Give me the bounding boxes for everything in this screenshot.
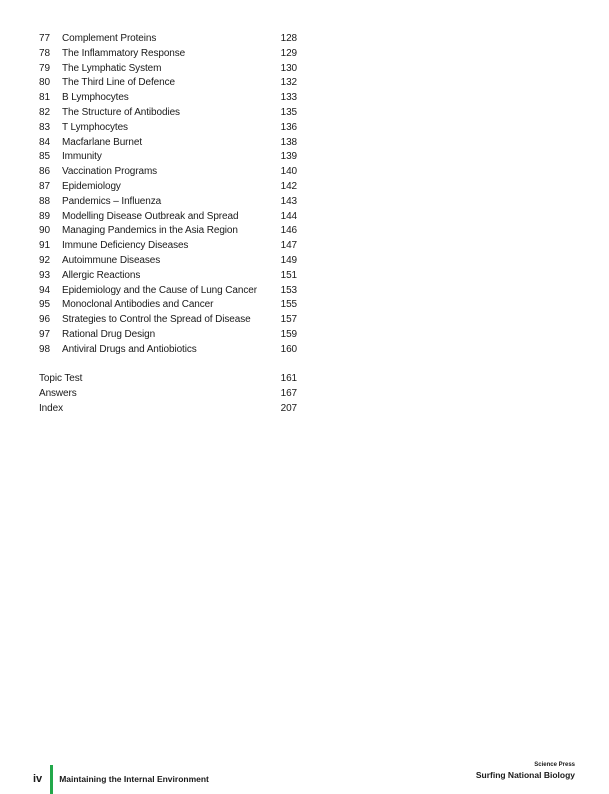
- toc-page: 151: [280, 269, 297, 281]
- toc-page: 140: [280, 166, 297, 178]
- toc-num: 94: [39, 284, 50, 296]
- toc-num: 82: [39, 106, 50, 118]
- book-title: Maintaining the Internal Environment: [59, 773, 209, 784]
- toc-extra-entry: [39, 372, 297, 387]
- toc-title: The Structure of Antibodies: [62, 106, 180, 118]
- toc-num: 92: [39, 254, 50, 266]
- toc-entry: [39, 180, 297, 195]
- toc-entry: [39, 210, 297, 225]
- toc-title: Complement Proteins: [62, 33, 157, 44]
- toc-page: 135: [280, 106, 297, 118]
- toc-entry: [39, 106, 297, 121]
- toc-title: Topic Test: [39, 373, 83, 385]
- toc-entry: [39, 150, 297, 165]
- toc-page: 207: [280, 402, 297, 414]
- toc-title: Immune Deficiency Diseases: [62, 240, 189, 252]
- toc-num: 98: [39, 343, 50, 355]
- toc-entry: [39, 298, 297, 313]
- toc-page: 128: [280, 33, 297, 44]
- toc-num: 83: [39, 121, 50, 133]
- toc-title: Epidemiology: [62, 180, 121, 192]
- toc-entry: [39, 62, 297, 77]
- toc-entry: [39, 284, 297, 299]
- toc-entry: [39, 254, 297, 269]
- toc-page: 136: [280, 121, 297, 133]
- toc-entry: [39, 165, 297, 180]
- toc-title: Pandemics – Influenza: [62, 195, 162, 207]
- toc-num: 79: [39, 62, 50, 74]
- toc-num: 85: [39, 151, 50, 163]
- toc-entry: [39, 47, 297, 62]
- toc-title: Allergic Reactions: [62, 269, 141, 281]
- toc-page: 138: [280, 136, 297, 148]
- toc-extra-entry: [39, 402, 297, 417]
- toc-num: 78: [39, 47, 50, 59]
- toc-title: The Inflammatory Response: [62, 47, 186, 59]
- toc-page: 159: [280, 328, 297, 340]
- toc-entry: [39, 121, 297, 136]
- toc-entry: [39, 91, 297, 106]
- toc-title: Index: [39, 402, 63, 414]
- page-number: iv: [33, 772, 43, 785]
- toc-extras: [39, 372, 297, 416]
- toc-entry: [39, 136, 297, 151]
- toc-title: Monoclonal Antibodies and Cancer: [62, 299, 214, 311]
- toc-entry: [39, 239, 297, 254]
- toc-num: 95: [39, 299, 50, 311]
- toc-entry: [39, 328, 297, 343]
- toc-num: 84: [39, 136, 50, 148]
- footer-right: [476, 761, 575, 781]
- toc-page: 129: [280, 47, 297, 59]
- toc-title: Rational Drug Design: [62, 328, 156, 340]
- toc-num: 81: [39, 92, 50, 104]
- toc-page: 153: [280, 284, 297, 296]
- toc-title: Immunity: [62, 151, 102, 163]
- toc-num: 89: [39, 210, 50, 222]
- toc-num: 93: [39, 269, 50, 281]
- toc-page: 157: [280, 314, 297, 326]
- toc-page: 142: [280, 180, 297, 192]
- toc-num: 97: [39, 328, 50, 340]
- toc-num: 77: [39, 33, 50, 44]
- toc-title: Autoimmune Diseases: [62, 254, 161, 266]
- toc-entries: [39, 32, 297, 358]
- toc-page: 132: [280, 77, 297, 89]
- toc-page: 144: [280, 210, 297, 222]
- toc-num: 91: [39, 240, 50, 252]
- toc-page: 130: [280, 62, 297, 74]
- toc-title: Antiviral Drugs and Antiobiotics: [62, 343, 197, 355]
- toc-page: 149: [280, 254, 297, 266]
- publisher-name: Science Press: [534, 762, 575, 768]
- toc-title: Modelling Disease Outbreak and Spread: [62, 210, 239, 222]
- toc-num: 86: [39, 166, 50, 178]
- toc-page: 160: [280, 343, 297, 355]
- toc-page: 143: [280, 195, 297, 207]
- toc-title: The Lymphatic System: [62, 62, 162, 74]
- toc-title: Managing Pandemics in the Asia Region: [62, 225, 238, 237]
- toc-page: 161: [280, 373, 297, 385]
- toc-entry: [39, 343, 297, 358]
- footer-divider: [50, 765, 53, 794]
- toc-title: B Lymphocytes: [62, 92, 129, 104]
- toc-title: Vaccination Programs: [62, 166, 158, 178]
- toc-num: 88: [39, 195, 50, 207]
- toc-title: The Third Line of Defence: [62, 77, 175, 89]
- toc-page: 155: [280, 299, 297, 311]
- series-title: Surfing National Biology: [475, 770, 575, 780]
- footer-left: [33, 765, 209, 794]
- toc-entry: [39, 313, 297, 328]
- toc-num: 96: [39, 314, 50, 326]
- toc-title: Epidemiology and the Cause of Lung Cancer: [62, 284, 257, 296]
- toc-entry: [39, 195, 297, 210]
- toc-num: 80: [39, 77, 50, 89]
- toc-entry: [39, 224, 297, 239]
- toc-title: Strategies to Control the Spread of Disease: [62, 314, 251, 326]
- toc-page: 167: [280, 387, 297, 399]
- toc-num: 87: [39, 180, 50, 192]
- toc-page: 139: [280, 151, 297, 163]
- toc-entry: [39, 76, 297, 91]
- table-of-contents: [39, 32, 297, 416]
- toc-entry: [39, 269, 297, 284]
- toc-title: Answers: [39, 387, 77, 399]
- toc-page: 146: [280, 225, 297, 237]
- toc-page: 147: [280, 240, 297, 252]
- toc-entry: [39, 32, 297, 47]
- toc-title: Macfarlane Burnet: [62, 136, 143, 148]
- toc-extra-entry: [39, 387, 297, 402]
- toc-page: 133: [280, 92, 297, 104]
- toc-title: T Lymphocytes: [62, 121, 128, 133]
- toc-num: 90: [39, 225, 50, 237]
